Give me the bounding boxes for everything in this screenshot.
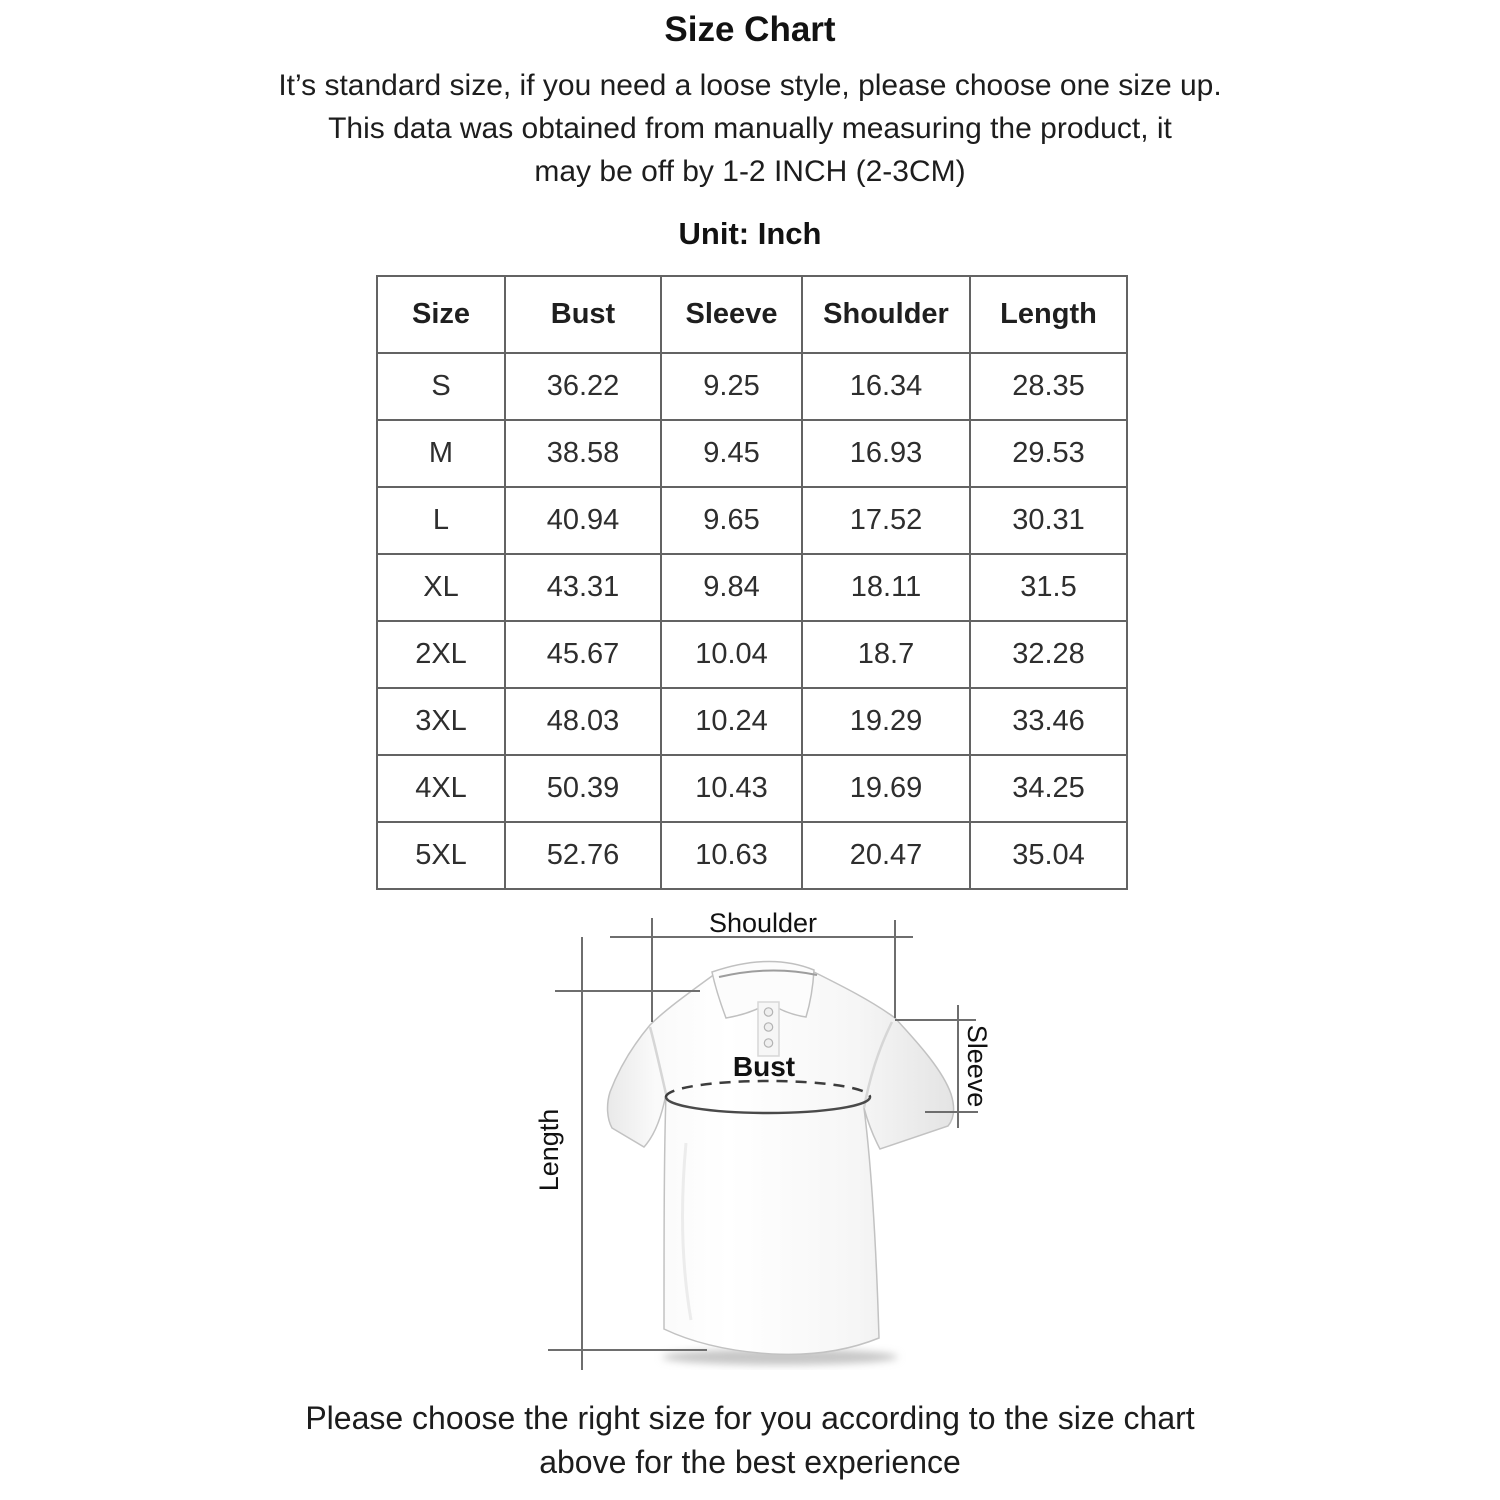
table-row-s [377, 353, 1127, 420]
size-note-line-1: It’s standard size, if you need a loose style, please choose one size up. [278, 69, 1222, 102]
column-header-length: Length [970, 276, 1127, 353]
measurement-cell: 45.67 [505, 621, 661, 688]
measurement-cell: 10.43 [661, 755, 802, 822]
measurement-cell: 40.94 [505, 487, 661, 554]
footer-note-line-1: Please choose the right size for you according to the size chart [305, 1400, 1195, 1436]
size-cell: 3XL [377, 688, 505, 755]
measurement-cell: 18.11 [802, 554, 970, 621]
table-row-2xl [377, 621, 1127, 688]
button [764, 1023, 772, 1031]
column-header-sleeve: Sleeve [661, 276, 802, 353]
measurement-cell: 10.04 [661, 621, 802, 688]
table-row-l [377, 487, 1127, 554]
measurement-cell: 28.35 [970, 353, 1127, 420]
table-row-3xl [377, 688, 1127, 755]
footer-note [0, 1396, 1500, 1484]
shoulder-label: Shoulder [708, 908, 818, 938]
measurement-cell: 52.76 [505, 822, 661, 889]
size-cell: L [377, 487, 505, 554]
measurement-cell: 33.46 [970, 688, 1127, 755]
size-cell: S [377, 353, 505, 420]
measurement-cell: 30.31 [970, 487, 1127, 554]
measurement-cell: 16.34 [802, 353, 970, 420]
sleeve-label: Sleeve [962, 1024, 992, 1108]
shirt-measurement-diagram [500, 898, 1060, 1390]
measurement-cell: 18.7 [802, 621, 970, 688]
button [764, 1008, 772, 1016]
column-header-bust: Bust [505, 276, 661, 353]
measurement-cell: 32.28 [970, 621, 1127, 688]
table-row-m [377, 420, 1127, 487]
measurement-cell: 36.22 [505, 353, 661, 420]
measurement-cell: 29.53 [970, 420, 1127, 487]
measurement-cell: 43.31 [505, 554, 661, 621]
measurement-cell: 17.52 [802, 487, 970, 554]
measurement-cell: 9.65 [661, 487, 802, 554]
measurement-cell: 31.5 [970, 554, 1127, 621]
size-note [0, 64, 1500, 193]
measurement-cell: 34.25 [970, 755, 1127, 822]
table-row-xl [377, 554, 1127, 621]
bust-label: Bust [732, 1051, 796, 1082]
column-header-shoulder: Shoulder [802, 276, 970, 353]
measurement-cell: 9.84 [661, 554, 802, 621]
size-cell: 2XL [377, 621, 505, 688]
measurement-cell: 20.47 [802, 822, 970, 889]
polo-shirt-body [608, 964, 954, 1355]
size-table [376, 275, 1128, 890]
measurement-cell: 38.58 [505, 420, 661, 487]
size-cell: 4XL [377, 755, 505, 822]
measurement-cell: 19.69 [802, 755, 970, 822]
measurement-cell: 50.39 [505, 755, 661, 822]
measurement-cell: 9.25 [661, 353, 802, 420]
table-row-5xl [377, 822, 1127, 889]
button [764, 1039, 772, 1047]
length-label: Length [534, 1108, 564, 1192]
size-cell: 5XL [377, 822, 505, 889]
measurement-cell: 9.45 [661, 420, 802, 487]
table-row-4xl [377, 755, 1127, 822]
measurement-cell: 16.93 [802, 420, 970, 487]
size-note-line-3: may be off by 1-2 INCH (2-3CM) [534, 155, 966, 188]
size-cell: XL [377, 554, 505, 621]
measurement-cell: 10.63 [661, 822, 802, 889]
size-note-line-2: This data was obtained from manually measuring the product, it [328, 112, 1172, 145]
footer-note-line-2: above for the best experience [539, 1444, 961, 1480]
measurement-cell: 48.03 [505, 688, 661, 755]
page-title: Size Chart [664, 10, 836, 49]
size-cell: M [377, 420, 505, 487]
measurement-cell: 35.04 [970, 822, 1127, 889]
table-header-row [377, 276, 1127, 353]
unit-label: Unit: Inch [678, 216, 822, 251]
measurement-cell: 19.29 [802, 688, 970, 755]
column-header-size: Size [377, 276, 505, 353]
measurement-cell: 10.24 [661, 688, 802, 755]
